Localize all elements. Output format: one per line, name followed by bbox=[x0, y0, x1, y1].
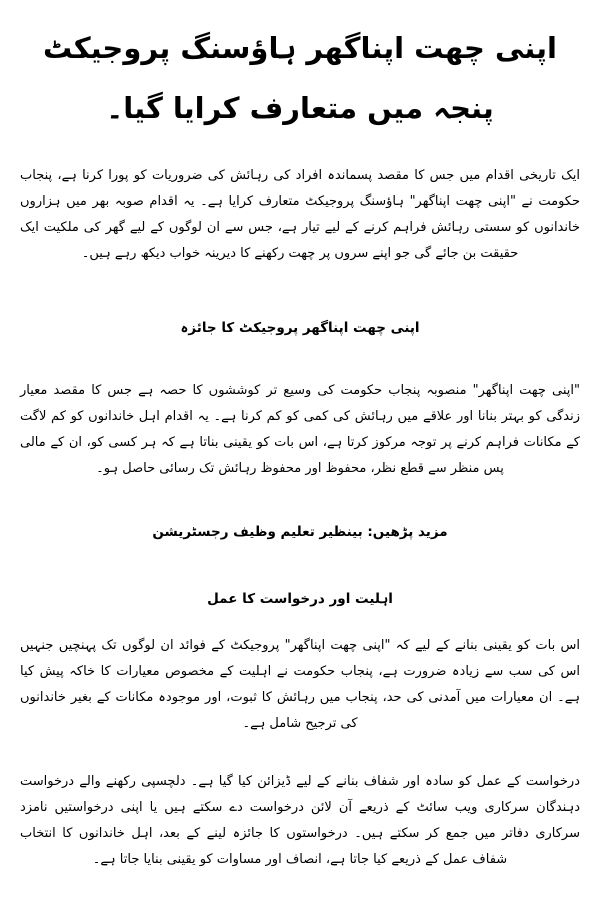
overview-paragraph: "اپنی چھت اپناگھر" منصوبہ پنجاب حکومت کی وسیع تر کوششوں کا حصہ ہے جس کا مقصد معیار زندگی کو بہتر بنانا اور علاقے میں رہائش کی کمی کو کم کرنا ہے۔ یہ اقدام اہل خاندانوں کو کم لاگت کے مکانات فراہم کرنے پر توجہ مرکوز کرتا ہے، اس بات کو یقینی بناتا ہے کہ ہر کسی کو، ان کے مالی پس منظر سے قطع نظر، محفوظ اور محفوظ رہائش تک رسائی حاصل ہو۔ bbox=[20, 383, 580, 476]
read-more-link[interactable]: مزید پڑھیں: بینظیر تعلیم وظیف رجسٹریشن bbox=[152, 524, 448, 540]
application-paragraph: درخواست کے عمل کو سادہ اور شفاف بنانے کے لیے ڈیزائن کیا گیا ہے۔ دلچسپی رکھنے والے درخواست دہندگان سرکاری ویب سائٹ کے ذریعے آن لائن درخواست دے سکتے ہیں یا اپنی درخواستیں نامزد سرکاری دفاتر میں جمع کر سکتے ہیں۔ درخواستوں کا جائزہ لینے کے بعد، اہل خاندانوں کا انتخاب شفاف عمل کے ذریعے کیا جاتا ہے، انصاف اور مساوات کو یقینی بنایا جاتا ہے۔ bbox=[20, 774, 580, 867]
eligibility-paragraph: اس بات کو یقینی بنانے کے لیے کہ "اپنی چھت اپناگھر" پروجیکٹ کے فوائد ان لوگوں تک پہنچیں جنہیں اس کی سب سے زیادہ ضرورت ہے، پنجاب حکومت نے اہلیت کے مخصوص معیارات کا خاکہ پیش کیا ہے۔ ان معیارات میں آمدنی کی حد، پنجاب میں رہائش کا ثبوت، اور موجودہ مکانات کے بغیر خاندانوں کی ترجیح شامل ہے۔ bbox=[20, 638, 580, 731]
section-heading-eligibility: اہلیت اور درخواست کا عمل bbox=[207, 591, 393, 607]
section-heading-overview: اپنی چھت اپناگھر پروجیکٹ کا جائزہ bbox=[180, 320, 420, 336]
article-title: اپنی چھت اپناگھر ہاؤسنگ پروجیکٹ پنجہ میں متعارف کرایا گیا۔ bbox=[43, 31, 557, 125]
intro-paragraph: ایک تاریخی اقدام میں جس کا مقصد پسماندہ افراد کی رہائش کی ضروریات کو پورا کرنا ہے، پنجاب حکومت نے "اپنی چھت اپناگھر" ہاؤسنگ پروجیکٹ متعارف کرایا ہے۔ یہ اقدام صوبہ بھر میں ہزاروں خاندانوں کو سستی رہائش فراہم کرنے کے لیے تیار ہے، جس سے ان لوگوں کے لیے گھر کی ملکیت ایک حقیقت بن جائے گی جو اپنے سروں پر چھت رکھنے کا دیرینہ خواب دیکھ رہے ہیں۔ bbox=[20, 168, 580, 261]
